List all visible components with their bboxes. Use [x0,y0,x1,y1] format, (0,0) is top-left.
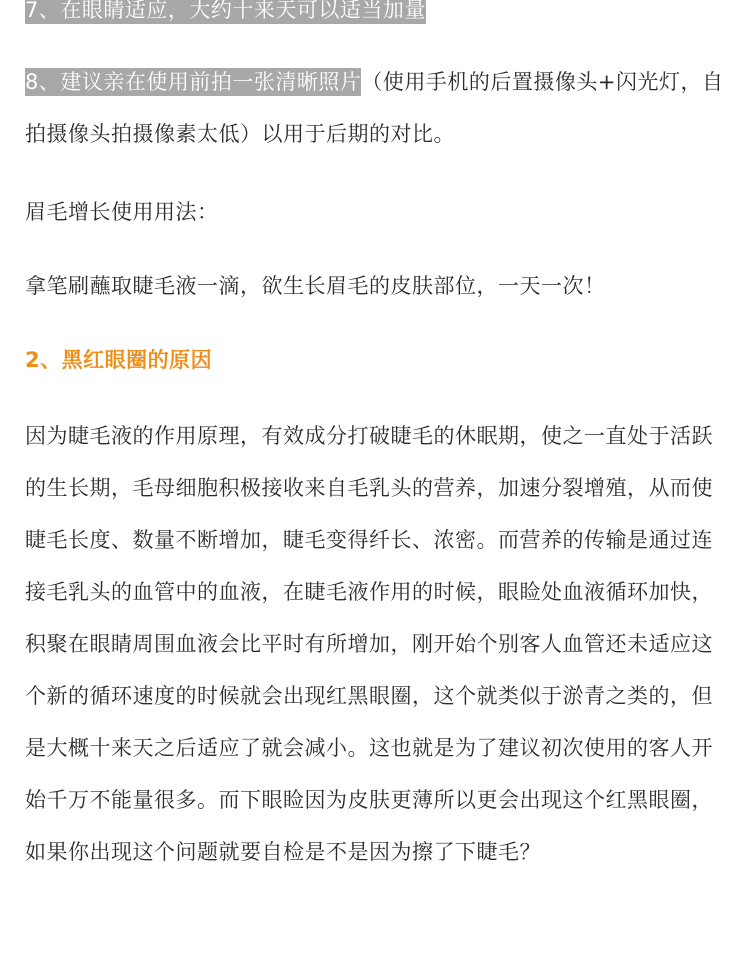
tip-8 [25,56,725,160]
eyebrow-usage-title: 眉毛增长使用用法： [25,200,219,224]
tip-7 [25,0,725,36]
section-2-body: 因为睫毛液的作用原理，有效成分打破睫毛的休眠期，使之一直处于活跃的生长期，毛母细胞积极接收来自毛乳头的营养，加速分裂增殖，从而使睫毛长度、数量不断增加，睫毛变得纤长、浓密。而营养的传输是通过连接毛乳头的血管中的血液，在睫毛液作用的时候，眼睑处血液循环加快，积聚在眼睛周围血液会比平时有所增加，刚开始个别客人血管还未适应这个新的循环速度的时候就会出现红黑眼圈，这个就类似于淤青之类的，但是大概十来天之后适应了就会减小。这也就是为了建议初次使用的客人开始千万不能量很多。而下眼睑因为皮肤更薄所以更会出现这个红黑眼圈，如果你出现这个问题就要自检是不是因为擦了下睫毛？ [25,424,713,864]
section-2-heading: 2、黑红眼圈的原因 [25,348,213,372]
tip-7-highlight: 7、在眼睛适应，大约十来天可以适当加量 [25,0,426,24]
eyebrow-usage-method: 拿笔刷蘸取睫毛液一滴，欲生长眉毛的皮肤部位，一天一次！ [25,274,606,298]
tip-8-highlight: 8、建议亲在使用前拍一张清晰照片 [25,70,362,94]
tip-8-text: （使用手机的后置摄像头+闪光灯，自拍摄像头拍摄像素太低）以用于后期的对比。 [25,70,724,146]
